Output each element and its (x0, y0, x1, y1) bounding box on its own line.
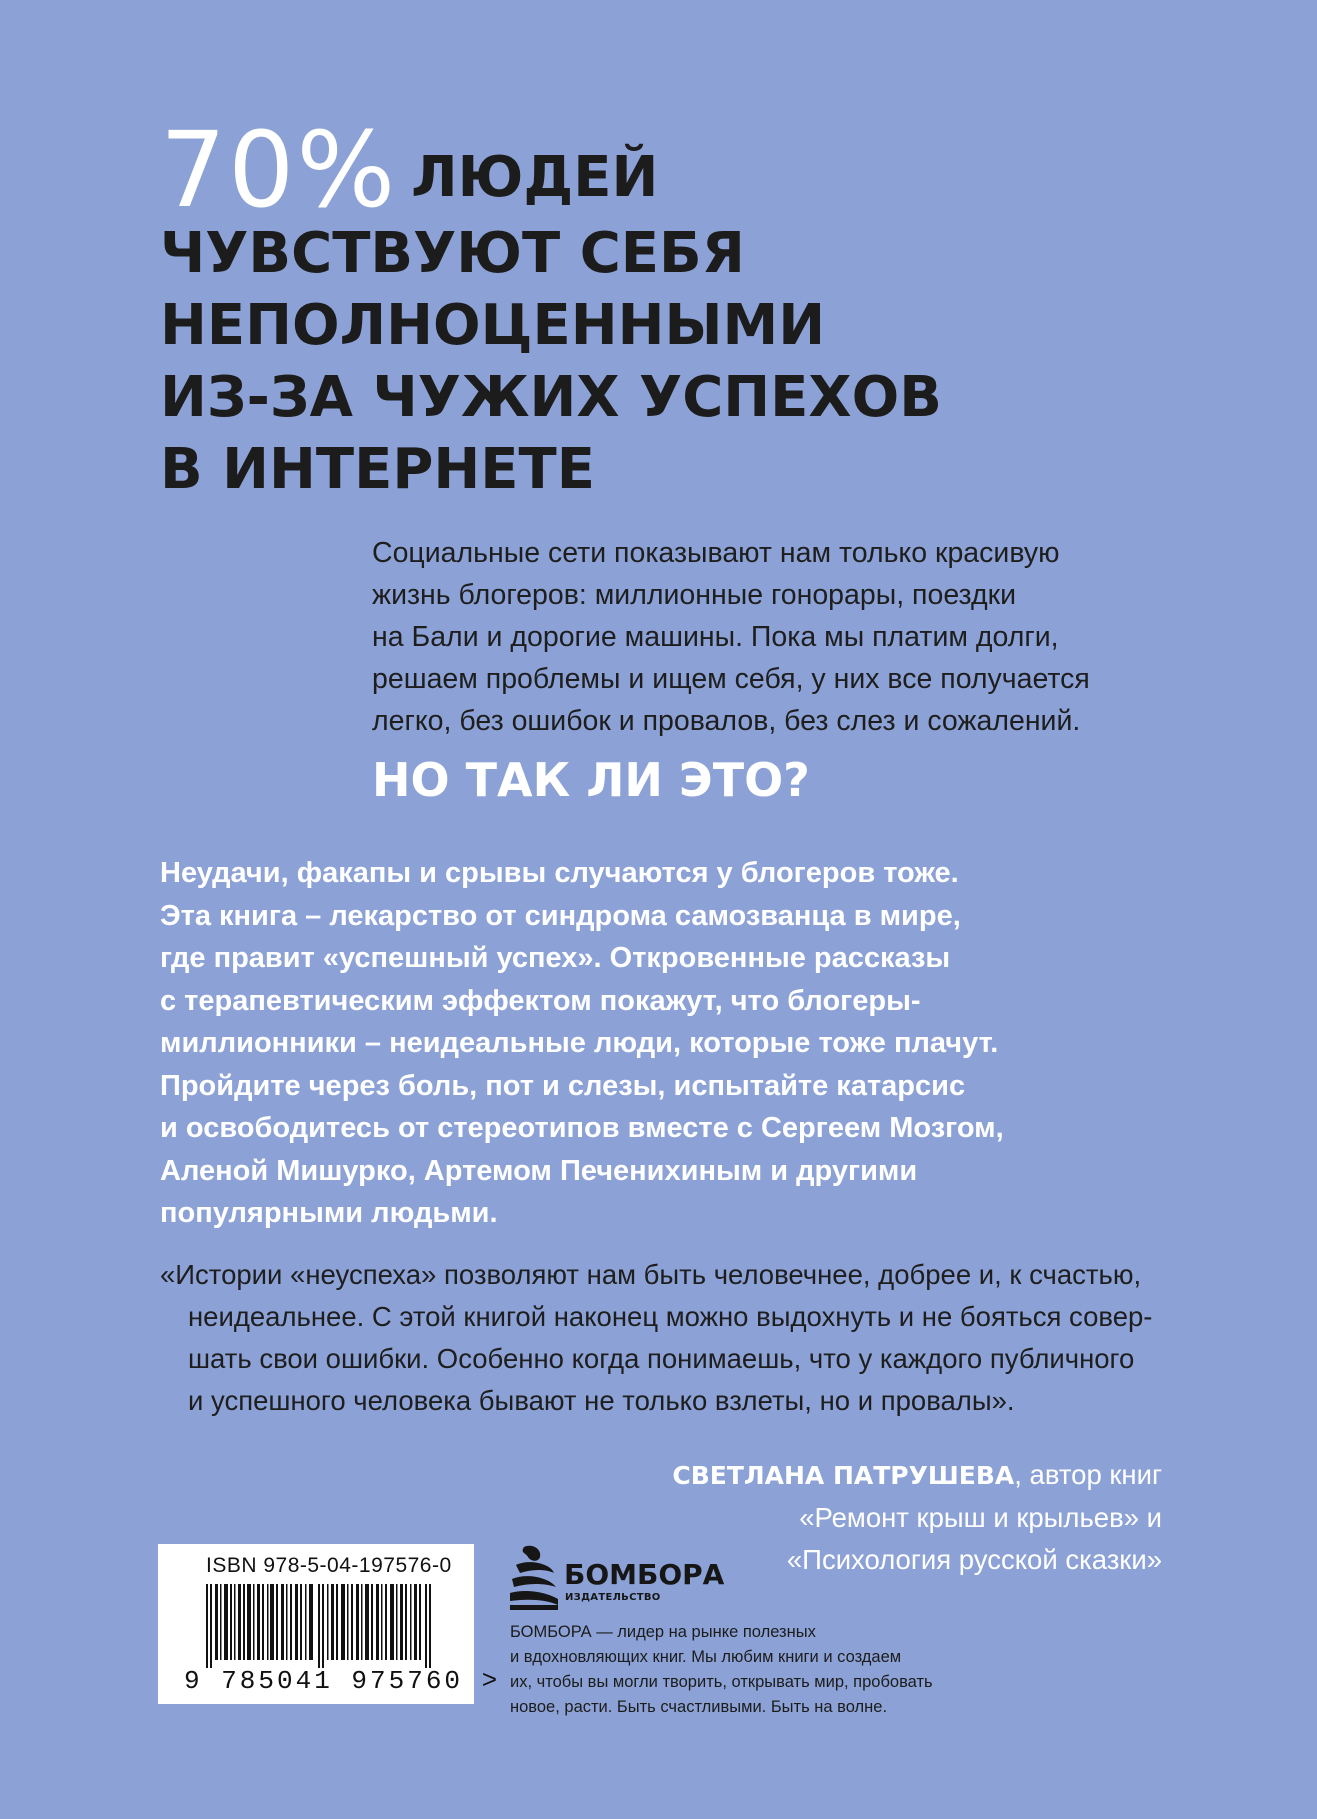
description-line: Неудачи, факапы и срывы случаются у блогеров тоже. (160, 857, 959, 889)
attribution-book-1: «Ремонт крыш и крыльев» и (799, 1502, 1162, 1533)
description-line: Пройдите через боль, пот и слезы, испытайте катарсис (160, 1069, 966, 1102)
intro-paragraph (372, 532, 1192, 742)
review-quote (160, 1254, 1170, 1422)
blurb-line: новое, расти. Быть счастливыми. Быть на волне. (510, 1698, 888, 1716)
author-role: , автор книг (1014, 1459, 1162, 1490)
headline-line1-rest: ЛЮДЕЙ (411, 145, 659, 210)
isbn-barcode-box (158, 1544, 501, 1704)
bombora-logo-icon (510, 1543, 560, 1611)
attribution-book-2: «Психология русской сказки» (786, 1544, 1162, 1575)
intro-line: на Бали и дорогие машины. Пока мы платим долги, (372, 621, 1059, 653)
quote-line: и успешного человека бывают не только взлеты, но и провалы». (188, 1385, 1015, 1416)
intro-line: легко, без ошибок и провалов, без слез и сожалений. (372, 705, 1081, 737)
intro-line: Социальные сети показывают нам только красивую (372, 537, 1060, 569)
description-line: миллионники – неидеальные люди, которые тоже плачут. (160, 1027, 999, 1059)
description-line: и освободитесь от стереотипов вместе с Сергеем Мозгом, (160, 1112, 1004, 1144)
author-name: СВЕТЛАНА ПАТРУШЕВА (672, 1461, 1015, 1490)
publisher-name: БОМБОРА (564, 1558, 725, 1591)
headline-line-1 (160, 109, 1180, 231)
publisher-subtitle: ИЗДАТЕЛЬСТВО (565, 1592, 661, 1603)
headline-percent: 70% (160, 109, 398, 231)
headline-line-5: В ИНТЕРНЕТЕ (160, 437, 595, 502)
description-line: Аленой Мишурко, Артемом Печенихиным и другими (160, 1154, 918, 1187)
headline (160, 109, 1180, 506)
description-line: где правит «успешный успех». Откровенные рассказы (160, 942, 951, 974)
barcode-digits: 9 785041 975760 > (184, 1666, 501, 1696)
description-line: с терапевтическим эффектом покажут, что блогеры- (160, 984, 921, 1017)
isbn-number: ISBN 978-5-04-197576-0 (206, 1554, 452, 1577)
quote-line: шать свои ошибки. Особенно когда понимаешь, что у каждого публичного (188, 1343, 1135, 1374)
blurb-line: БОМБОРА — лидер на рынке полезных (510, 1623, 816, 1641)
description-line: популярными людьми. (160, 1197, 498, 1229)
barcode-icon (206, 1584, 442, 1668)
attribution-line-1 (462, 1454, 1162, 1497)
blurb-line: и вдохновляющих книг. Мы любим книги и создаем (510, 1648, 902, 1666)
question-heading: НО ТАК ЛИ ЭТО? (372, 753, 810, 807)
description-line: Эта книга – лекарство от синдрома самозванца в мире, (160, 899, 961, 932)
intro-line: решаем проблемы и ищем себя, у них все получается (372, 663, 1090, 695)
quote-line: неидеальнее. С этой книгой наконец можно выдохнуть и не бояться совер- (188, 1301, 1153, 1332)
headline-line-2: ЧУВСТВУЮТ СЕБЯ (160, 221, 745, 286)
description-paragraph (160, 852, 1180, 1235)
publisher-blurb (510, 1620, 1010, 1720)
intro-line: жизнь блогеров: миллионные гонорары, поездки (372, 579, 1017, 611)
headline-line-4: ИЗ-ЗА ЧУЖИХ УСПЕХОВ (160, 365, 942, 430)
headline-line-3: НЕПОЛНОЦЕННЫМИ (160, 293, 826, 358)
blurb-line: их, чтобы вы могли творить, открывать мир, пробовать (510, 1673, 933, 1691)
quote-line: «Истории «неуспеха» позволяют нам быть человечнее, добрее и, к счастью, (160, 1259, 1142, 1290)
